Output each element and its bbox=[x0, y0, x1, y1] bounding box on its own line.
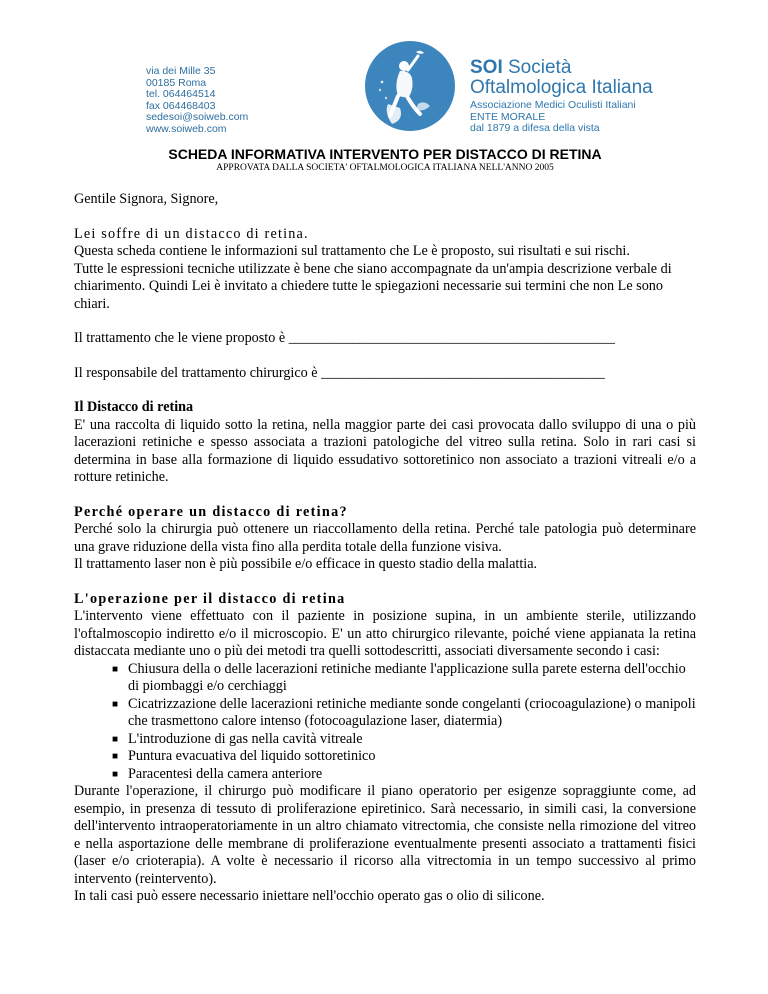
brand-line-2: Oftalmologica Italiana bbox=[470, 77, 653, 98]
list-item-text: L'introduzione di gas nella cavità vitreale bbox=[128, 730, 363, 747]
intro-text: Tutte le espressioni tecniche utilizzate è bene che siano accompagnate da un'ampia descrizione verbale di chiarimento. Quindi Lei è invitato a chiedere tutte le spiegazioni necessarie sui termini che non Le sono chiari. bbox=[74, 260, 672, 312]
brand-block bbox=[470, 58, 653, 135]
square-bullet-icon: ■ bbox=[112, 751, 119, 762]
brand-sub-line: dal 1879 a difesa della vista bbox=[470, 122, 600, 134]
list-item bbox=[112, 660, 696, 696]
list-item-text: Cicatrizzazione delle lacerazioni retiniche mediante sonde congelanti (criocoagulazione) o manipoli che trasmettono calore intenso (fotocoagulazione laser, diatermia) bbox=[128, 695, 696, 729]
brand-subtitle bbox=[470, 100, 653, 135]
email-link[interactable]: sedesoi@soiweb.com bbox=[146, 111, 249, 123]
list-item-text: Chiusura della o delle lacerazioni retiniche mediante l'applicazione sulla parete esterna dell'occhio di piombaggi e/o cerchiaggi bbox=[128, 660, 686, 694]
list-item-text: Paracentesi della camera anteriore bbox=[128, 765, 323, 782]
letterhead bbox=[0, 0, 768, 140]
section-text: Il trattamento laser non è più possibile e/o efficace in questo stadio della malattia. bbox=[74, 556, 538, 572]
intro-lead: Lei soffre di un distacco di retina. bbox=[74, 225, 309, 242]
address-line: 00185 Roma bbox=[146, 76, 207, 89]
document-body bbox=[74, 146, 696, 906]
section-text: Perché solo la chirurgia può ottenere un riaccollamento della retina. Perché tale patologia può determinare una grave riduzione della vista fino alla perdita totale della funzione visiva. bbox=[74, 521, 696, 555]
phone-line: tel. 064464514 bbox=[146, 88, 216, 100]
list-item bbox=[112, 765, 696, 784]
section-text: L'intervento viene effettuato con il paziente in posizione supina, in un ambiente sterile, utilizzando l'oftalmoscopio indiretto e/o il microscopio. E' un atto chirurgico rilevante, poiché viene appianata la retina distaccata mediante uno o più dei metodi tra quelli sottodescritti, associati diversamente secondo i casi: bbox=[74, 608, 696, 659]
section-distacco bbox=[74, 399, 696, 487]
fax-line: fax 064468403 bbox=[146, 99, 216, 112]
brand-soi: SOI bbox=[470, 57, 503, 78]
intro-text: Questa scheda contiene le informazioni sul trattamento che Le è proposto, sui risultati e sui rischi. bbox=[74, 243, 630, 259]
section-operazione bbox=[74, 591, 696, 906]
document-subtitle: APPROVATA DALLA SOCIETA' OFTALMOLOGICA ITALIANA NELL'ANNO 2005 bbox=[216, 163, 554, 173]
methods-list bbox=[74, 661, 696, 784]
address-line: via dei Mille 35 bbox=[146, 65, 216, 77]
treatment-field[interactable]: Il trattamento che le viene proposto è ______________________________________________ bbox=[74, 330, 616, 346]
brand-sub-line: ENTE MORALE bbox=[470, 110, 546, 123]
section-text: Durante l'operazione, il chirurgo può modificare il piano operatorio per esigenze sopraggiunte come, ad esempio, in presenza di tessuto di proliferazione epiretinico. Sarà necessario, in simili casi, la conversione dell'intervento intraoperatoriamente in un altro chiamato vitrectomia, che consiste nella rimozione del vitreo e nella asportazione delle membrane di proliferazione eventualmente presenti associato a trattamenti fisici (laser e/o crioterapia). A volte è necessario il ricorso alla vitrectomia in un tempo successivo al primo intervento (reintervento). bbox=[74, 783, 696, 887]
website-link[interactable]: www.soiweb.com bbox=[146, 122, 227, 135]
list-item bbox=[112, 730, 696, 749]
square-bullet-icon: ■ bbox=[112, 733, 119, 745]
list-item bbox=[112, 748, 696, 766]
square-bullet-icon: ■ bbox=[112, 768, 119, 780]
brand-societa: Società bbox=[502, 57, 572, 78]
soi-logo-icon bbox=[364, 40, 456, 132]
intro bbox=[74, 226, 696, 314]
section-heading: Perché operare un distacco di retina? bbox=[74, 503, 348, 520]
section-heading: Il Distacco di retina bbox=[74, 399, 194, 415]
square-bullet-icon: ■ bbox=[112, 698, 119, 710]
section-text: E' una raccolta di liquido sotto la retina, nella maggior parte dei casi provocata dallo sviluppo di una o più lacerazioni retiniche e spesso associata a trazioni patologiche del vitreo sulla retina. Solo in rari casi si determina in base alla formazione di liquido essudativo sottoretinico non associato a trazioni vitreali e/o a rotture retiniche. bbox=[74, 416, 696, 485]
greeting: Gentile Signora, Signore, bbox=[74, 191, 219, 207]
brand-line-1 bbox=[470, 58, 653, 78]
contact-block bbox=[146, 66, 248, 135]
brand-sub-line: Associazione Medici Oculisti Italiani bbox=[470, 99, 636, 111]
square-bullet-icon: ■ bbox=[112, 663, 119, 675]
document-title: SCHEDA INFORMATIVA INTERVENTO PER DISTACCO DI RETINA bbox=[168, 146, 602, 162]
section-perche bbox=[74, 504, 696, 574]
list-item-text: Puntura evacuativa del liquido sottoretinico bbox=[128, 748, 376, 764]
section-text: In tali casi può essere necessario iniettare nell'occhio operato gas o olio di silicone. bbox=[74, 888, 545, 904]
section-heading: L'operazione per il distacco di retina bbox=[74, 590, 346, 607]
list-item bbox=[112, 695, 696, 731]
responsible-field[interactable]: Il responsabile del trattamento chirurgico è ________________________________________ bbox=[74, 364, 605, 381]
